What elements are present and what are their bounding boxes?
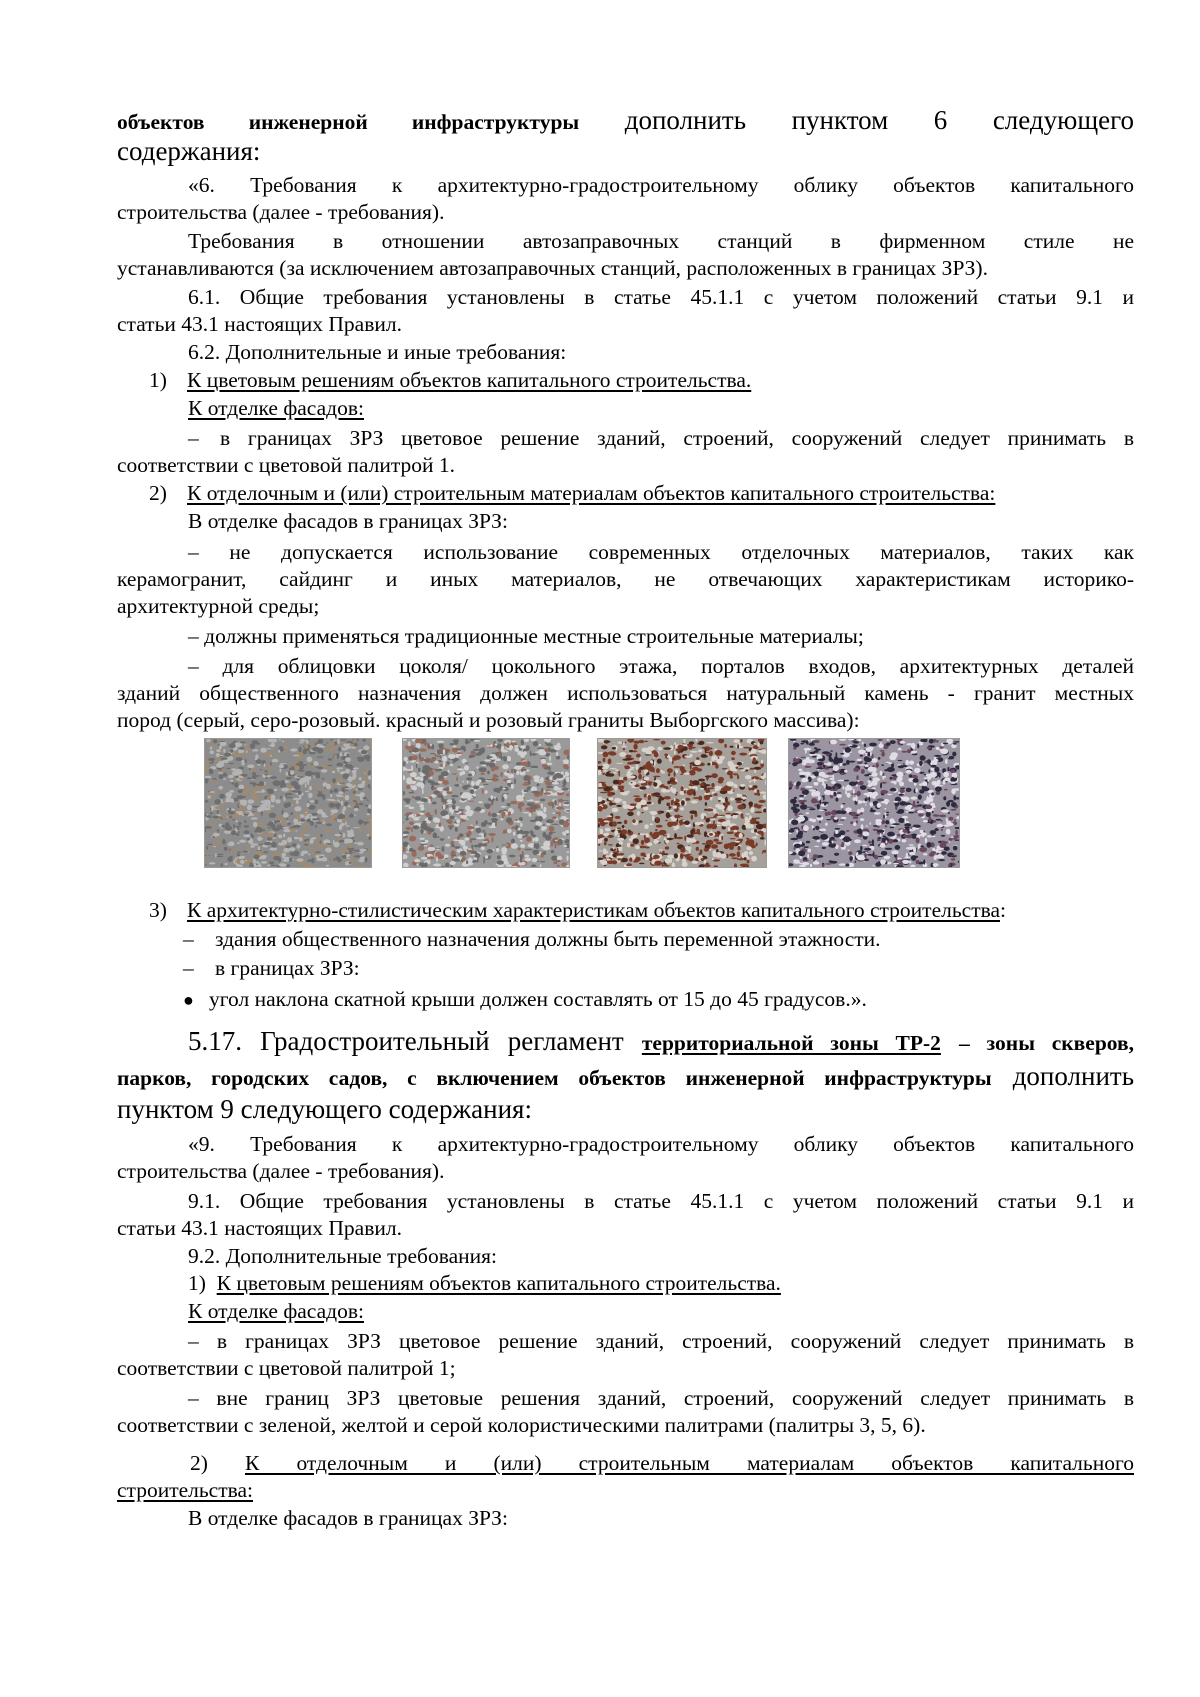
bullet-icon: ● <box>183 990 194 1010</box>
p6-dash-1b: соответствии с цветовой палитрой 1. <box>117 453 455 477</box>
p6-item-2 <box>149 479 1166 507</box>
granite-gray-pink-swatch <box>402 738 570 868</box>
dash: – <box>183 927 194 951</box>
p9-dash-1a: – в границах ЗРЗ цветовое решение зданий, строений, сооружений следует принимать в <box>188 1329 1134 1353</box>
p9-facades <box>188 1297 1134 1325</box>
item-heading: К архитектурно-стилистическим характеристикам объектов капитального строительства <box>187 898 1001 922</box>
p6-dash-3: – должны применяться традиционные местные строительные материалы; <box>188 624 864 648</box>
p6-dash-4c: пород (серый, серо-розовый. красный и розовый граниты Выборгского массива): <box>117 708 860 732</box>
subheading: К отделке фасадов: <box>188 1299 364 1323</box>
dash: – <box>188 1386 199 1410</box>
p6-dash-6: – в границах ЗРЗ: <box>183 956 360 980</box>
p6-line-4: устанавливаются (за исключением автозаправочных станций, расположенных в границах ЗРЗ). <box>117 256 988 280</box>
subheading: К отделке фасадов: <box>188 396 364 420</box>
p9-item-2b: строительства: <box>117 1478 254 1502</box>
p9-line-2: строительства (далее - требования). <box>117 1159 445 1183</box>
p6-item-3: 3) К архитектурно-стилистическим характеристикам объектов капитального строительства: <box>149 898 1006 922</box>
p6-dash-4b: зданий общественного назначения должен использоваться натуральный камень - гранит местных <box>117 681 1134 705</box>
item-heading: К цветовым решениям объектов капитального строительства. <box>216 1271 781 1295</box>
granite-texture <box>598 739 766 867</box>
dash: – <box>183 956 194 980</box>
p6-in-zrz: В отделке фасадов в границах ЗРЗ: <box>188 509 508 533</box>
dash: – <box>188 540 199 564</box>
dash: – <box>188 624 199 648</box>
intro-rest: дополнить пунктом 6 следующего <box>624 105 1134 135</box>
granite-gray-swatch <box>204 738 372 868</box>
s517-line-2: парков, городских садов, с включением объектов инженерной инфраструктуры дополнить <box>117 1061 1135 1091</box>
list-number: 2) <box>149 481 167 505</box>
list-number: 2) <box>190 1451 208 1475</box>
s517-line-1: 5.17. Градостроительный регламент территориальной зоны ТР-2 – зоны скверов, <box>188 1026 1134 1056</box>
intro-line-2: содержания: <box>117 136 261 166</box>
item-heading: К цветовым решениям объектов капитального строительства. <box>187 368 752 392</box>
p9-dash-2a: – вне границ ЗРЗ цветовые решения зданий, строений, сооружений следует принимать в <box>188 1386 1135 1410</box>
granite-red-swatch <box>597 738 767 868</box>
s517-line-3: пунктом 9 следующего содержания: <box>117 1094 532 1124</box>
list-number: 1) <box>149 368 167 392</box>
intro-bold: объектов инженерной инфраструктуры <box>117 110 580 134</box>
p9-item-1 <box>188 1269 1134 1297</box>
p6-line-2: строительства (далее - требования). <box>117 200 445 224</box>
p6-dash-2b: керамогранит, сайдинг и иных материалов, не отвечающих характеристикам историко- <box>117 567 1134 591</box>
p6-line-3: Требования в отношении автозаправочных станций в фирменном стиле не <box>188 229 1134 253</box>
granite-pink-swatch <box>788 738 960 868</box>
granite-texture <box>205 739 371 867</box>
dash: – <box>188 426 199 450</box>
list-number: 3) <box>149 898 167 922</box>
dash: – <box>188 654 199 678</box>
p9-line-1: «9. Требования к архитектурно-градостроительному облику объектов капитального <box>188 1132 1134 1156</box>
p9-in-zrz: В отделке фасадов в границах ЗРЗ: <box>188 1506 508 1530</box>
item-heading: К отделочным и (или) строительным материалам объектов капитального строительства: <box>187 481 996 505</box>
p6-dash-1a: – в границах ЗРЗ цветовое решение зданий, строений, сооружений следует принимать в <box>188 426 1134 450</box>
p6-line-7: 6.2. Дополнительные и иные требования: <box>188 340 567 364</box>
item-heading: К отделочным и (или) строительным материалам объектов капитального <box>245 1451 1134 1475</box>
granite-texture <box>789 739 959 867</box>
p6-dash-2c: архитектурной среды; <box>117 594 320 618</box>
p6-line-5: 6.1. Общие требования установлены в статье 45.1.1 с учетом положений статьи 9.1 и <box>188 285 1134 309</box>
p6-facades <box>188 394 1134 422</box>
p9-dash-2b: соответствии с зеленой, желтой и серой колористическими палитрами (палитры 3, 5, 6). <box>117 1413 926 1437</box>
p6-bullet-1: ● угол наклона скатной крыши должен составлять от 15 до 45 градусов.». <box>183 985 1200 1014</box>
p9-line-3: 9.1. Общие требования установлены в статье 45.1.1 с учетом положений статьи 9.1 и <box>188 1189 1134 1213</box>
p9-line-4: статьи 43.1 настоящих Правил. <box>117 1216 402 1240</box>
zone-name: территориальной зоны ТР-2 <box>641 1031 941 1055</box>
list-number: 1) <box>188 1271 206 1295</box>
p6-line-6: статьи 43.1 настоящих Правил. <box>117 312 402 336</box>
p6-dash-4a: – для облицовки цоколя/ цокольного этажа, порталов входов, архитектурных деталей <box>188 654 1135 678</box>
p6-line-1: «6. Требования к архитектурно-градостроительному облику объектов капитального <box>188 173 1134 197</box>
p9-dash-1b: соответствии с цветовой палитрой 1; <box>117 1356 456 1380</box>
p6-item-1 <box>149 366 1166 394</box>
p6-dash-2a: – не допускается использование современных отделочных материалов, таких как <box>188 540 1135 564</box>
dash: – <box>188 1329 199 1353</box>
p9-line-5: 9.2. Дополнительные требования: <box>188 1244 498 1268</box>
granite-texture <box>403 739 569 867</box>
p6-dash-5: – здания общественного назначения должны быть переменной этажности. <box>183 927 881 951</box>
p9-item-2a <box>190 1449 1134 1477</box>
